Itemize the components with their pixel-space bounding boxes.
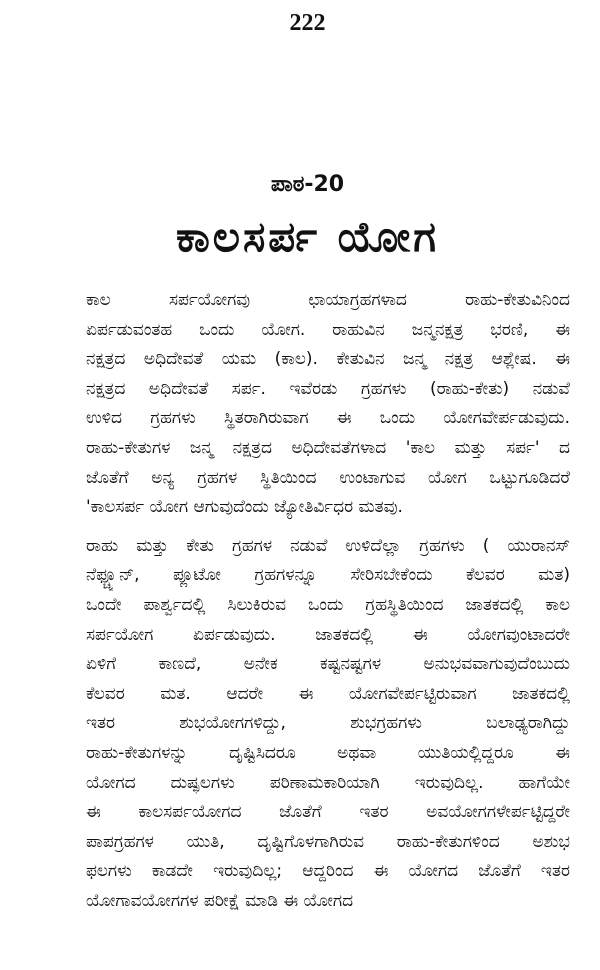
text-line: 'ಕಾಲಸರ್ಪ ಯೋಗ ಆಗುವುದೆಂದು ಜ್ಯೋತಿರ್ವಿಧರ ಮತವು. bbox=[86, 497, 403, 518]
text-line: ಸರ್ಪಯೋಗ ಏರ್ಪಡುವುದು. ಜಾತಕದಲ್ಲಿ ಈ ಯೋಗವುಂಟಾದರೇ bbox=[86, 624, 570, 645]
text-line: ಏರ್ಪಡುವಂತಹ ಒಂದು ಯೋಗ. ರಾಹುವಿನ ಜನ್ಮನಕ್ಷತ್ರ ಭರಣಿ, ಈ bbox=[86, 319, 570, 340]
paragraph-gap bbox=[86, 523, 570, 532]
text-line: ರಾಹು-ಕೇತುಗಳ ಜನ್ಮ ನಕ್ಷತ್ರದ ಅಧಿದೇವತೆಗಳಾದ 'ಕಾಲ ಮತ್ತು ಸರ್ಪ' ದ bbox=[86, 437, 570, 458]
chapter-label: ಪಾಠ-20 bbox=[270, 172, 345, 197]
text-line: ರಾಹು ಮತ್ತು ಕೇತು ಗ್ರಹಗಳ ನಡುವೆ ಉಳಿದೆಲ್ಲಾ ಗ್ರಹಗಳು ( ಯುರಾನಸ್ bbox=[86, 535, 570, 556]
text-line: ಜೊತೆಗೆ ಅನ್ಯ ಗ್ರಹಗಳ ಸ್ಥಿತಿಯಿಂದ ಉಂಟಾಗುವ ಯೋಗ ಒಟ್ಟುಗೂಡಿದರೆ bbox=[86, 467, 570, 488]
paragraph bbox=[86, 532, 570, 917]
text-line: ಕಾಲ ಸರ್ಪಯೋಗವು ಛಾಯಾಗ್ರಹಗಳಾದ ರಾಹು-ಕೇತುವಿನಿಂದ bbox=[86, 290, 570, 310]
text-line: ಯೋಗದ ದುಷ್ಫಲಗಳು ಪರಿಣಾಮಕಾರಿಯಾಗಿ ಇರುವುದಿಲ್ಲ. ಹಾಗೆಯೇ bbox=[86, 772, 570, 793]
text-line: ಉಳಿದ ಗ್ರಹಗಳು ಸ್ಥಿತರಾಗಿರುವಾಗ ಈ ಒಂದು ಯೋಗವೇರ್ಪಡುವುದು. bbox=[86, 408, 570, 429]
page-number: 222 bbox=[289, 10, 326, 36]
text-line: ಏಳಿಗೆ ಕಾಣದೆ, ಅನೇಕ ಕಷ್ಟನಷ್ಟಗಳ ಅನುಭವವಾಗುವುದೆಂಬುದು bbox=[86, 654, 570, 675]
text-line: ನಕ್ಷತ್ರದ ಅಧಿದೇವತೆ ಸರ್ಪ. ಇವೆರಡು ಗ್ರಹಗಳು (ರಾಹು-ಕೇತು) ನಡುವೆ bbox=[86, 378, 570, 399]
text-line: ಫಲಗಳು ಕಾಡದೇ ಇರುವುದಿಲ್ಲ; ಆದ್ದರಿಂದ ಈ ಯೋಗದ ಜೊತೆಗೆ ಇತರ bbox=[86, 861, 570, 882]
paragraph bbox=[86, 286, 570, 523]
text-line: ಕೆಲವರ ಮತ. ಆದರೇ ಈ ಯೋಗವೇರ್ಪಟ್ಟಿರುವಾಗ ಜಾತಕದಲ್ಲಿ bbox=[86, 683, 570, 704]
chapter-title: ಕಾಲಸರ್ಪ ಯೋಗ bbox=[176, 212, 439, 261]
text-line: ಈ ಕಾಲಸರ್ಪಯೋಗದ ಜೊತೆಗೆ ಇತರ ಅವಯೋಗಗಳೇರ್ಪಟ್ಟಿದ್ದರೇ bbox=[86, 802, 570, 823]
text-line: ಯೋಗಾವಯೋಗಗಳ ಪರೀಕ್ಷೆ ಮಾಡಿ ಈ ಯೋಗದ bbox=[86, 890, 354, 911]
text-line: ನಕ್ಷತ್ರದ ಅಧಿದೇವತೆ ಯಮ (ಕಾಲ). ಕೇತುವಿನ ಜನ್ಮ ನಕ್ಷತ್ರ ಆಶ್ಲೇಷ. ಈ bbox=[86, 349, 570, 370]
text-line: ನೆಫ್ಚ್ಯೂನ್, ಪ್ಲೂಟೋ ಗ್ರಹಗಳನ್ನೂ ಸೇರಿಸಬೇಕೆಂದು ಕೆಲವರ ಮತ) bbox=[86, 565, 570, 586]
text-line: ಒಂದೇ ಪಾರ್ಶ್ವದಲ್ಲಿ ಸಿಲುಕಿರುವ ಒಂದು ಗ್ರಹಸ್ಥಿತಿಯಿಂದ ಜಾತಕದಲ್ಲಿ ಕಾಲ bbox=[86, 594, 570, 615]
text-line: ರಾಹು-ಕೇತುಗಳನ್ನು ದೃಷ್ಟಿಸಿದರೂ ಅಥವಾ ಯುತಿಯಲ್ಲಿದ್ದರೂ ಈ bbox=[86, 742, 570, 763]
text-line: ಇತರ ಶುಭಯೋಗಗಳಿದ್ದು, ಶುಭಗ್ರಹಗಳು ಬಲಾಢ್ಯರಾಗಿದ್ದು bbox=[86, 713, 570, 734]
text-line: ಪಾಪಗ್ರಹಗಳ ಯುತಿ, ದೃಷ್ಟಿಗೊಳಗಾಗಿರುವ ರಾಹು-ಕೇತುಗಳಿಂದ ಅಶುಭ bbox=[86, 831, 570, 852]
body-text bbox=[86, 286, 570, 916]
